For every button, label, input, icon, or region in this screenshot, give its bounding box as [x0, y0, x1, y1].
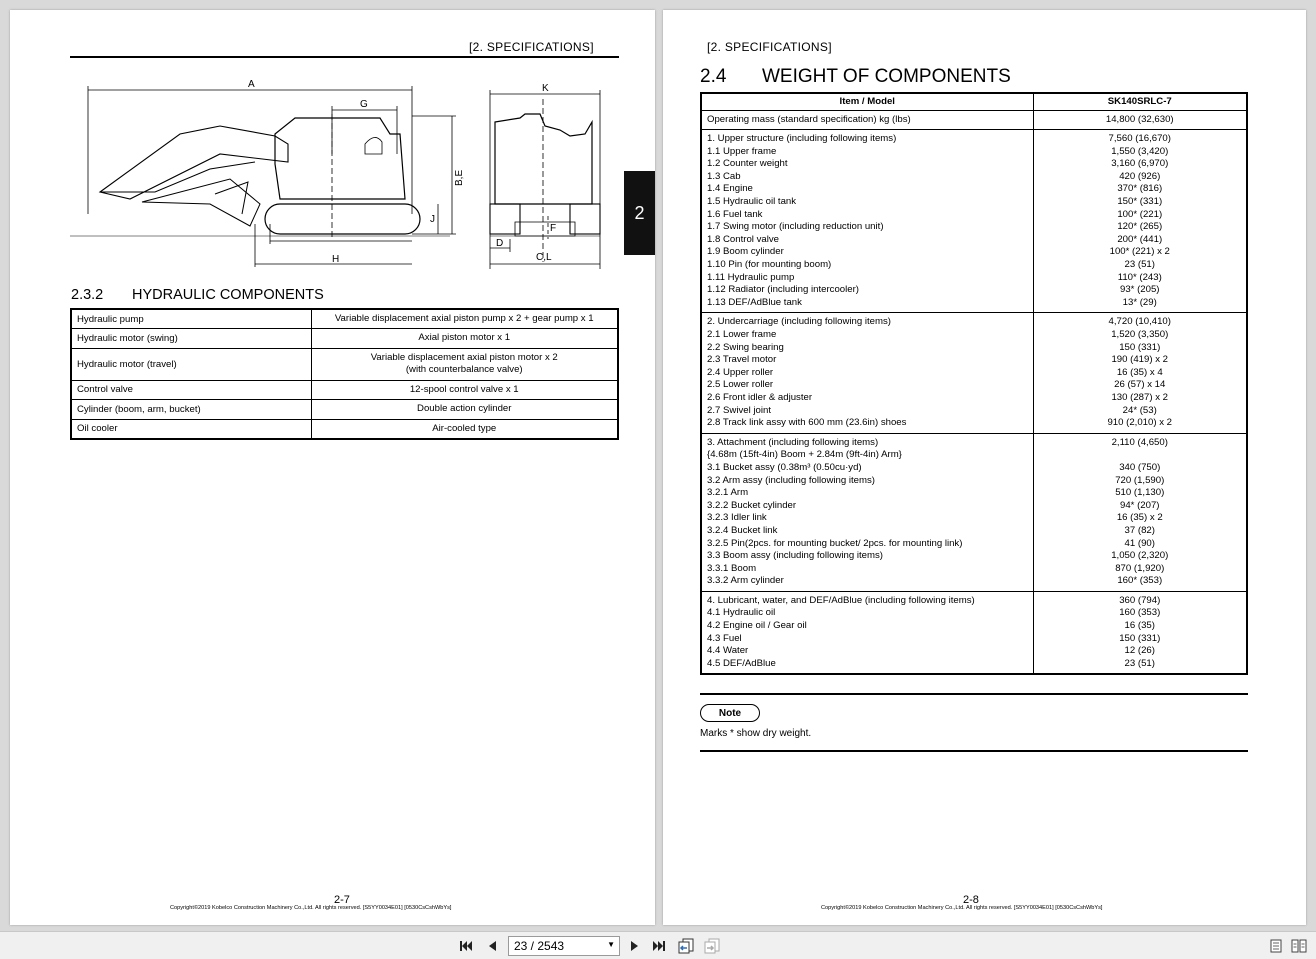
item-label: 1.6 Fuel tank — [707, 208, 763, 220]
item-weight: 100* (221) x 2 — [1109, 246, 1170, 258]
value-line-1: Variable displacement axial piston motor x 2 — [370, 352, 558, 363]
weight-cell — [1033, 130, 1247, 313]
dim-label-be: B,E — [454, 169, 465, 186]
section-title: HYDRAULIC COMPONENTS — [132, 287, 324, 303]
table-row — [71, 419, 618, 439]
item-label: 2.6 Front idler & adjuster — [707, 391, 813, 403]
table-cell-value: 12-spool control valve x 1 — [311, 380, 618, 400]
item-weight: 3,160 (6,970) — [1111, 158, 1169, 170]
table-cell-value: Double action cylinder — [311, 400, 618, 420]
item-cell — [701, 313, 1033, 433]
go-back-icon[interactable] — [678, 938, 694, 954]
weight-cell — [1033, 110, 1247, 130]
item-weight: 4,720 (10,410) — [1108, 316, 1171, 328]
item-weight: 41 (90) — [1124, 537, 1155, 549]
item-label: 3.3.2 Arm cylinder — [707, 575, 784, 587]
item-label: 2.5 Lower roller — [707, 379, 774, 391]
note-text: Marks * show dry weight. — [700, 728, 812, 739]
item-label: 2.4 Upper roller — [707, 366, 774, 378]
table-row — [71, 329, 618, 349]
item-weight: 510 (1,130) — [1115, 487, 1165, 499]
item-weight: 16 (35) x 4 — [1116, 366, 1163, 378]
section-heading — [700, 66, 1011, 88]
item-weight: 160* (353) — [1117, 575, 1163, 587]
table-row — [71, 348, 618, 380]
item-label: 1.2 Counter weight — [707, 158, 788, 170]
chapter-tab-marker: 2 — [624, 171, 655, 255]
item-weight: 24* (53) — [1122, 404, 1157, 416]
table-row-group — [701, 313, 1247, 433]
table-cell-item: Hydraulic motor (swing) — [71, 329, 311, 349]
item-label: 2.2 Swing bearing — [707, 341, 784, 353]
item-weight: 150* (331) — [1117, 196, 1163, 208]
table-cell-value: Axial piston motor x 1 — [311, 329, 618, 349]
item-label: 1.1 Upper frame — [707, 145, 777, 157]
dim-label-k: K — [542, 83, 549, 94]
table-row-group — [701, 433, 1247, 591]
right-page — [663, 10, 1306, 925]
item-weight: 190 (419) x 2 — [1111, 354, 1169, 366]
table-row-group — [701, 110, 1247, 130]
item-label: 3.2.2 Bucket cylinder — [707, 499, 797, 511]
item-weight: 14,800 (32,630) — [1105, 113, 1174, 125]
table-row — [71, 400, 618, 420]
page-number-input[interactable] — [508, 936, 620, 956]
item-weight: 26 (57) x 14 — [1114, 379, 1166, 391]
item-weight: 360 (794) — [1119, 594, 1161, 606]
item-weight: 1,550 (3,420) — [1111, 145, 1169, 157]
item-label: 3. Attachment (including following items) — [707, 436, 879, 448]
note-label: Note — [700, 704, 760, 722]
item-weight: 37 (82) — [1124, 524, 1155, 536]
table-cell-item: Cylinder (boom, arm, bucket) — [71, 400, 311, 420]
page-number: 2-7 — [334, 894, 350, 906]
table-row-group — [701, 591, 1247, 674]
item-label: 1.4 Engine — [707, 183, 753, 195]
table-row — [71, 309, 618, 329]
item-weight: 870 (1,920) — [1115, 562, 1165, 574]
chevron-down-icon[interactable]: ▼ — [607, 940, 615, 949]
weight-cell — [1033, 313, 1247, 433]
dim-label-d: D — [496, 238, 504, 249]
item-label: {4.68m (15ft-4in) Boom + 2.84m (9ft-4in) Arm} — [707, 449, 902, 461]
item-weight: 100* (221) — [1117, 208, 1163, 220]
item-label: 3.3.1 Boom — [707, 562, 757, 574]
item-label: 2.8 Track link assy with 600 mm (23.6in) shoes — [707, 417, 907, 429]
item-label: 3.3 Boom assy (including following items) — [707, 550, 883, 562]
last-page-icon[interactable] — [651, 938, 667, 954]
table-cell-item: Control valve — [71, 380, 311, 400]
item-label: 4.3 Fuel — [707, 632, 742, 644]
table-cell-value: Variable displacement axial piston pump x 2 + gear pump x 1 — [311, 309, 618, 329]
item-weight: 150 (331) — [1119, 341, 1161, 353]
single-page-view-icon[interactable] — [1268, 938, 1284, 954]
item-label: 1.8 Control valve — [707, 233, 779, 245]
item-label: 4.1 Hydraulic oil — [707, 607, 776, 619]
item-weight: 93* (205) — [1120, 284, 1160, 296]
item-weight: 1,050 (2,320) — [1111, 550, 1169, 562]
item-label: 2. Undercarriage (including following items) — [707, 316, 891, 328]
prev-page-icon[interactable] — [484, 938, 500, 954]
item-weight: 23 (51) — [1124, 657, 1155, 669]
item-label: 4. Lubricant, water, and DEF/AdBlue (including following items) — [707, 594, 975, 606]
item-label: 3.1 Bucket assy (0.38m³ (0.50cu·yd) — [707, 461, 862, 473]
hydraulic-components-table — [70, 308, 619, 440]
table-cell-item: Hydraulic motor (travel) — [71, 348, 311, 380]
item-weight: 2,110 (4,650) — [1111, 436, 1168, 448]
item-label: 4.2 Engine oil / Gear oil — [707, 620, 807, 632]
item-weight: 910 (2,010) x 2 — [1107, 417, 1173, 429]
table-row — [71, 380, 618, 400]
item-label: 2.1 Lower frame — [707, 329, 777, 340]
item-weight: 1,520 (3,350) — [1111, 329, 1169, 340]
two-page-view-icon[interactable] — [1291, 938, 1307, 954]
dim-label-g: G — [360, 99, 368, 110]
item-cell — [701, 110, 1033, 130]
dim-label-j: J — [430, 214, 435, 225]
item-weight: 110* (243) — [1117, 271, 1162, 283]
item-cell — [701, 591, 1033, 674]
item-label: 1.12 Radiator (including intercooler) — [707, 284, 859, 296]
dim-label-a: A — [248, 79, 255, 90]
item-label: 1.9 Boom cylinder — [707, 246, 784, 258]
item-weight: 16 (35) x 2 — [1116, 512, 1163, 524]
item-label: 3.2.3 Idler link — [707, 512, 767, 524]
table-header-row — [701, 93, 1247, 110]
item-weight: 150 (331) — [1119, 632, 1161, 644]
item-weight: 160 (353) — [1119, 607, 1161, 619]
next-page-icon[interactable] — [627, 938, 643, 954]
section-heading — [71, 287, 324, 303]
item-weight: 120* (265) — [1117, 221, 1163, 233]
item-label: 1. Upper structure (including following items) — [707, 133, 897, 145]
item-cell — [701, 433, 1033, 591]
item-weight: 16 (35) — [1124, 620, 1155, 632]
dim-label-h: H — [332, 254, 340, 265]
note-bottom-rule — [700, 750, 1248, 752]
item-label: 1.3 Cab — [707, 170, 741, 182]
table-cell-item: Hydraulic pump — [71, 309, 311, 329]
viewer-toolbar — [0, 931, 1316, 959]
item-weight: 12 (26) — [1124, 645, 1155, 657]
item-weight: 23 (51) — [1124, 259, 1155, 271]
copyright-text: Copyright©2019 Kobelco Construction Machinery Co.,Ltd. All rights reserved. [S5YY0034E01] [0530CsCshWbYs] — [170, 905, 452, 911]
item-label: 2.7 Swivel joint — [707, 404, 771, 416]
header-model-name: SK140SRLC-7 — [1033, 93, 1247, 110]
section-number: 2.4 — [700, 66, 727, 87]
table-row-group — [701, 130, 1247, 313]
header-rule — [70, 56, 619, 58]
weight-cell — [1033, 591, 1247, 674]
go-forward-icon[interactable] — [704, 938, 720, 954]
item-label: 3.2 Arm assy (including following items) — [707, 474, 875, 486]
excavator-dimension-diagram — [70, 74, 610, 274]
table-cell-item: Oil cooler — [71, 419, 311, 439]
item-label: 1.5 Hydraulic oil tank — [707, 196, 797, 208]
section-number: 2.3.2 — [71, 287, 104, 303]
item-label: 2.3 Travel motor — [707, 354, 777, 366]
item-weight: 200* (441) — [1117, 233, 1163, 245]
item-label: 4.4 Water — [707, 645, 749, 657]
item-cell — [701, 130, 1033, 313]
header-item-model: Item / Model — [701, 93, 1033, 110]
item-label: Operating mass (standard specification) kg (lbs) — [707, 113, 911, 125]
item-weight: 7,560 (16,670) — [1108, 133, 1171, 145]
copyright-text: Copyright©2019 Kobelco Construction Machinery Co.,Ltd. All rights reserved. [S5YY0034E01] [0530CsCshWbYs] — [821, 905, 1103, 911]
left-page — [10, 10, 655, 925]
item-weight: 370* (816) — [1117, 183, 1163, 195]
item-label: 1.10 Pin (for mounting boom) — [707, 259, 832, 271]
section-title: WEIGHT OF COMPONENTS — [762, 66, 1011, 87]
item-label: 3.2.5 Pin(2pcs. for mounting bucket/ 2pcs. for mounting link) — [707, 537, 963, 549]
item-weight: 720 (1,590) — [1115, 474, 1165, 486]
item-weight: 13* (29) — [1122, 296, 1157, 308]
item-label: 1.11 Hydraulic pump — [707, 271, 795, 283]
running-head: [2. SPECIFICATIONS] — [469, 40, 594, 54]
item-weight: 340 (750) — [1119, 461, 1161, 473]
running-head: [2. SPECIFICATIONS] — [707, 40, 832, 54]
item-label: 3.2.4 Bucket link — [707, 524, 778, 536]
table-cell-value: Air-cooled type — [311, 419, 618, 439]
dim-label-f: F — [550, 223, 557, 234]
item-label: 4.5 DEF/AdBlue — [707, 657, 776, 669]
item-weight: 420 (926) — [1119, 170, 1161, 182]
weight-of-components-table — [700, 92, 1248, 675]
item-weight: 94* (207) — [1120, 499, 1160, 511]
page-indicator-text: 23 / 2543 — [514, 939, 565, 953]
item-weight — [1039, 449, 1242, 462]
weight-cell — [1033, 433, 1247, 591]
item-label: 1.13 DEF/AdBlue tank — [707, 296, 802, 308]
item-weight: 130 (287) x 2 — [1111, 391, 1169, 403]
table-cell-value — [311, 348, 618, 380]
first-page-icon[interactable] — [458, 938, 474, 954]
item-label: 3.2.1 Arm — [707, 487, 749, 499]
page-number: 2-8 — [963, 894, 979, 906]
value-line-2: (with counterbalance valve) — [405, 364, 523, 375]
item-label: 1.7 Swing motor (including reduction unit) — [707, 221, 884, 233]
note-top-rule — [700, 693, 1248, 695]
dim-label-cl: C,L — [536, 252, 552, 263]
